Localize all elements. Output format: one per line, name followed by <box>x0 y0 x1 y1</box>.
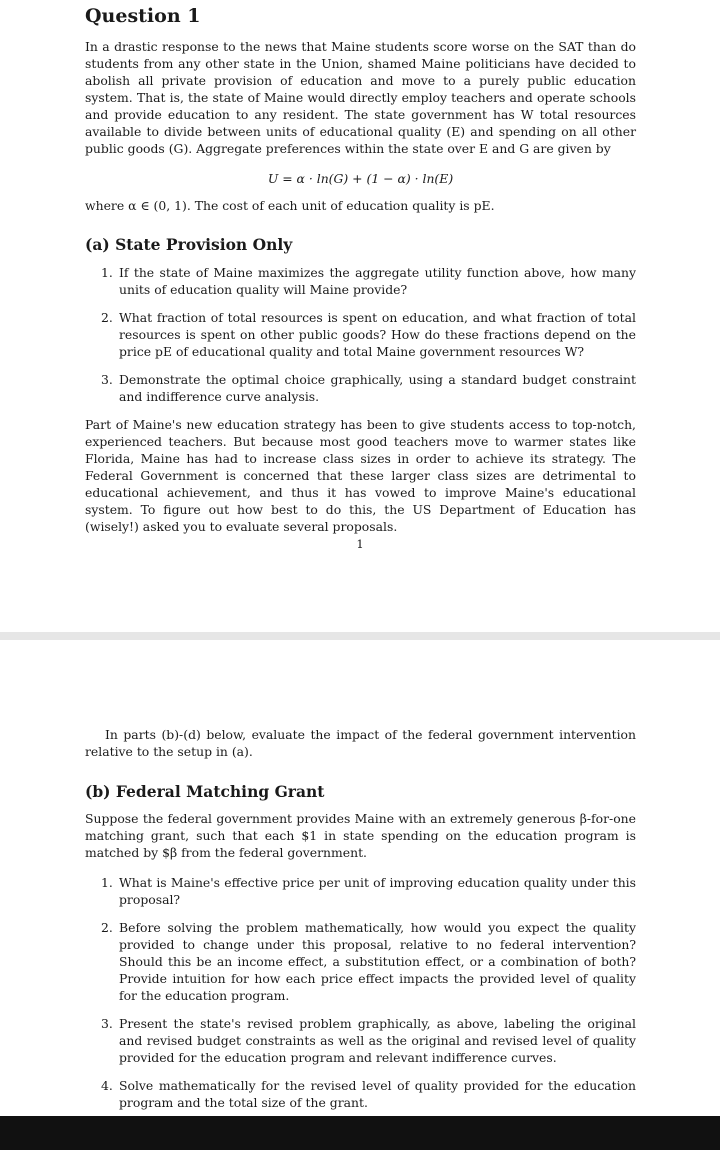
equation-block <box>85 170 636 187</box>
page2-intro: In parts (b)-(d) below, evaluate the impact of the federal government intervention relative to the setup in (a). <box>85 727 636 759</box>
page-separator <box>0 632 720 640</box>
page2-intro-block <box>85 726 636 760</box>
section-a-heading: (a) State Provision Only <box>85 235 293 254</box>
bottom-bar <box>0 1116 720 1150</box>
section-b <box>85 782 636 802</box>
list-item: 4. Solve mathematically for the revised level of quality provided for the education program and the total size of the grant. <box>101 1078 636 1110</box>
list-item: 3. Present the state's revised problem graphically, as above, labeling the original and revised budget constraints as well as the original and revised level of quality provided for the education program and relevant indifference curves. <box>101 1016 636 1065</box>
where-line: where α ∈ (0, 1). The cost of each unit of education quality is pE. <box>85 198 495 213</box>
page-number: 1 <box>356 537 364 551</box>
para2-block <box>85 416 636 535</box>
page-2 <box>0 640 720 1116</box>
section-a-list <box>85 264 636 405</box>
section-b-heading: (b) Federal Matching Grant <box>85 782 325 801</box>
section-b-text: Suppose the federal government provides Maine with an extremely generous β-for-one matching grant, such that each $1 in state spending on the education program is matched by $β from the federal government. <box>85 811 636 860</box>
question-title-block <box>85 4 636 28</box>
section-a <box>85 235 636 255</box>
section-b-list <box>85 874 636 1139</box>
list-item: 2. Before solving the problem mathematically, how would you expect the quality provided to change under this proposal, relative to no federal intervention? Should this be an income effect, a substitution effect, or a combination of both? Provide intuition for how each price effect impacts the provided level of quality for the education program. <box>101 920 636 1003</box>
list-item: 1. If the state of Maine maximizes the aggregate utility function above, how many units of education quality will Maine provide? <box>101 265 636 297</box>
list-item: 3. Demonstrate the optimal choice graphically, using a standard budget constraint and indifference curve analysis. <box>101 372 636 404</box>
utility-equation: U = α · ln(G) + (1 − α) · ln(E) <box>267 171 454 186</box>
where-block <box>85 197 636 214</box>
intro-paragraph: In a drastic response to the news that Maine students score worse on the SAT than do students from any other state in the Union, shamed Maine politicians have decided to abolish all private provision of education and move to a purely public education system. That is, the state of Maine would directly employ teachers and operate schools and provide education to any resident. The state government has W total resources available to divide between units of educational quality (E) and spending on all other public goods (G). Aggregate preferences within the state over E and G are given by <box>85 39 636 156</box>
strategy-paragraph: Part of Maine's new education strategy has been to give students access to top-notch, experienced teachers. But because most good teachers move to warmer states like Florida, Maine has had to increase class sizes in order to achieve its strategy. The Federal Government is concerned that these larger class sizes are detrimental to educational achievement, and thus it has vowed to improve Maine's educational system. To figure out how best to do this, the US Department of Education has (wisely!) asked you to evaluate several proposals. <box>85 417 636 534</box>
question-title: Question 1 <box>85 5 201 27</box>
list-item: 1. What is Maine's effective price per unit of improving education quality under this proposal? <box>101 875 636 907</box>
list-item: 2. What fraction of total resources is spent on education, and what fraction of total resources is spent on other public goods? How do these fractions depend on the price pE of educational quality and total Maine government resources W? <box>101 310 636 359</box>
intro-block <box>85 38 636 157</box>
section-b-text-block <box>85 810 636 861</box>
